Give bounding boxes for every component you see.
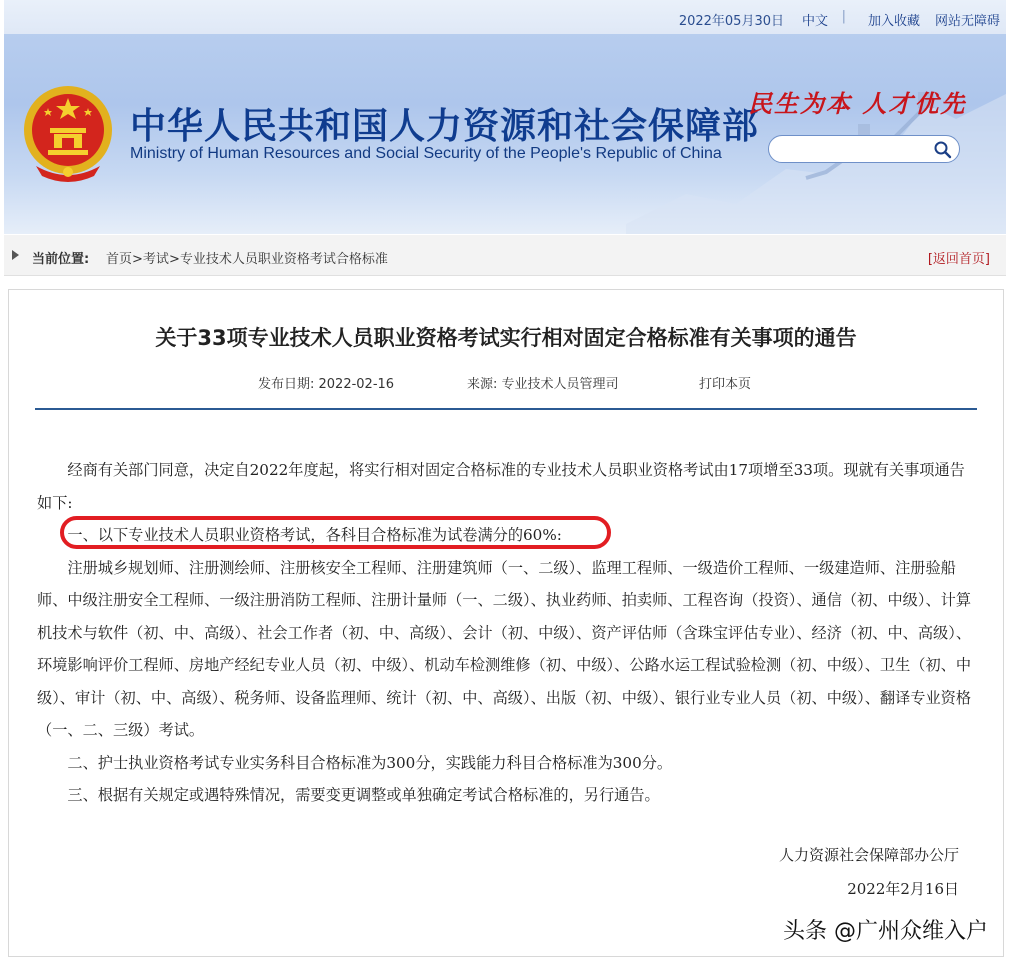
add-favorite-link[interactable]: 加入收藏 [867, 14, 920, 29]
breadcrumb-separator: > [132, 252, 143, 267]
search-icon[interactable] [933, 140, 953, 160]
play-arrow-icon [12, 250, 19, 260]
title-divider [35, 408, 977, 410]
search-input[interactable] [779, 140, 933, 160]
breadcrumb-item-home[interactable]: 首页 [106, 252, 133, 267]
breadcrumb-label: 当前位置: [32, 252, 90, 267]
site-search-box[interactable] [768, 135, 960, 163]
ministry-title-cn: 中华人民共和国人力资源和社会保障部 [130, 105, 760, 147]
article-source: 来源: 专业技术人员管理司 [467, 377, 619, 392]
intro-paragraph: 经商有关部门同意，决定自2022年度起，将实行相对固定合格标准的专业技术人员职业资格考试由17项增至33项。现就有关事项通告如下: [37, 461, 965, 512]
site-header [4, 34, 1006, 234]
national-emblem-icon [22, 84, 114, 182]
item-three-paragraph: 三、根据有关规定或遇特殊情况，需要变更调整或单独确定考试合格标准的，另行通告。 [67, 786, 660, 804]
print-link[interactable]: 打印本页 [699, 377, 752, 392]
qualification-list-paragraph: 注册城乡规划师、注册测绘师、注册核安全工程师、注册建筑师（一、二级）、监理工程师、一级造价工程师、一级建造师、注册验船师、中级注册安全工程师、一级注册消防工程师、注册计量师（一、二级）、执业药师、拍卖师、工程咨询（投资）、通信（初、中级）、计算机技术与软件（初、中、高级）、社会工作者（初、中、高级）、会计（初、中级）、资产评估师（含珠宝评估专业）、经济（初、中、高级）、环境影响评价工程师、房地产经纪专业人员（初、中级）、机动车检测维修（初、中级）、公路水运工程试验检测（初、中级）、卫生（初、中级）、审计（初、中、高级）、税务师、设备监理师、统计（初、中、高级）、出版（初、中级）、银行业专业人员（初、中级）、翻译专业资格（一、二、三级）考试。 [37, 558, 972, 739]
language-link[interactable]: 中文 [801, 14, 828, 29]
ministry-title-en: Ministry of Human Resources and Social Security of the People's Republic of China [130, 145, 722, 162]
accessibility-link[interactable]: 网站无障碍 [934, 14, 1000, 29]
highlight-annotation-ring [60, 516, 611, 549]
signature-date: 2022年2月16日 [847, 880, 959, 898]
back-home-link[interactable]: [返回首页] [927, 252, 990, 267]
current-date: 2022年05月30日 [678, 14, 784, 29]
breadcrumb-item-current[interactable]: 专业技术人员职业资格考试合格标准 [179, 252, 388, 267]
topbar-separator: | [841, 9, 846, 24]
signature: 人力资源社会保障部办公厅 [778, 846, 959, 864]
breadcrumb-item-exam[interactable]: 考试 [142, 252, 169, 267]
breadcrumb-path [106, 248, 388, 267]
breadcrumb [4, 235, 1006, 276]
watermark-text: 头条 @广州众维入户 [783, 919, 988, 944]
item-two-paragraph: 二、护士执业资格考试专业实务科目合格标准为300分，实践能力科目合格标准为300分。 [67, 753, 673, 772]
breadcrumb-separator: > [168, 252, 180, 267]
article-body [37, 454, 975, 812]
article-title: 关于33项专业技术人员职业资格考试实行相对固定合格标准有关事项的通告 [155, 326, 857, 350]
top-utility-bar [4, 0, 1006, 34]
item-one-paragraph: 一、以下专业技术人员职业资格考试，各科目合格标准为试卷满分的60%: [67, 526, 562, 544]
article-panel [8, 289, 1004, 957]
slogan-calligraphy: 民生为本 人才优先 [748, 89, 967, 118]
publish-date: 发布日期: 2022-02-16 [258, 377, 395, 392]
